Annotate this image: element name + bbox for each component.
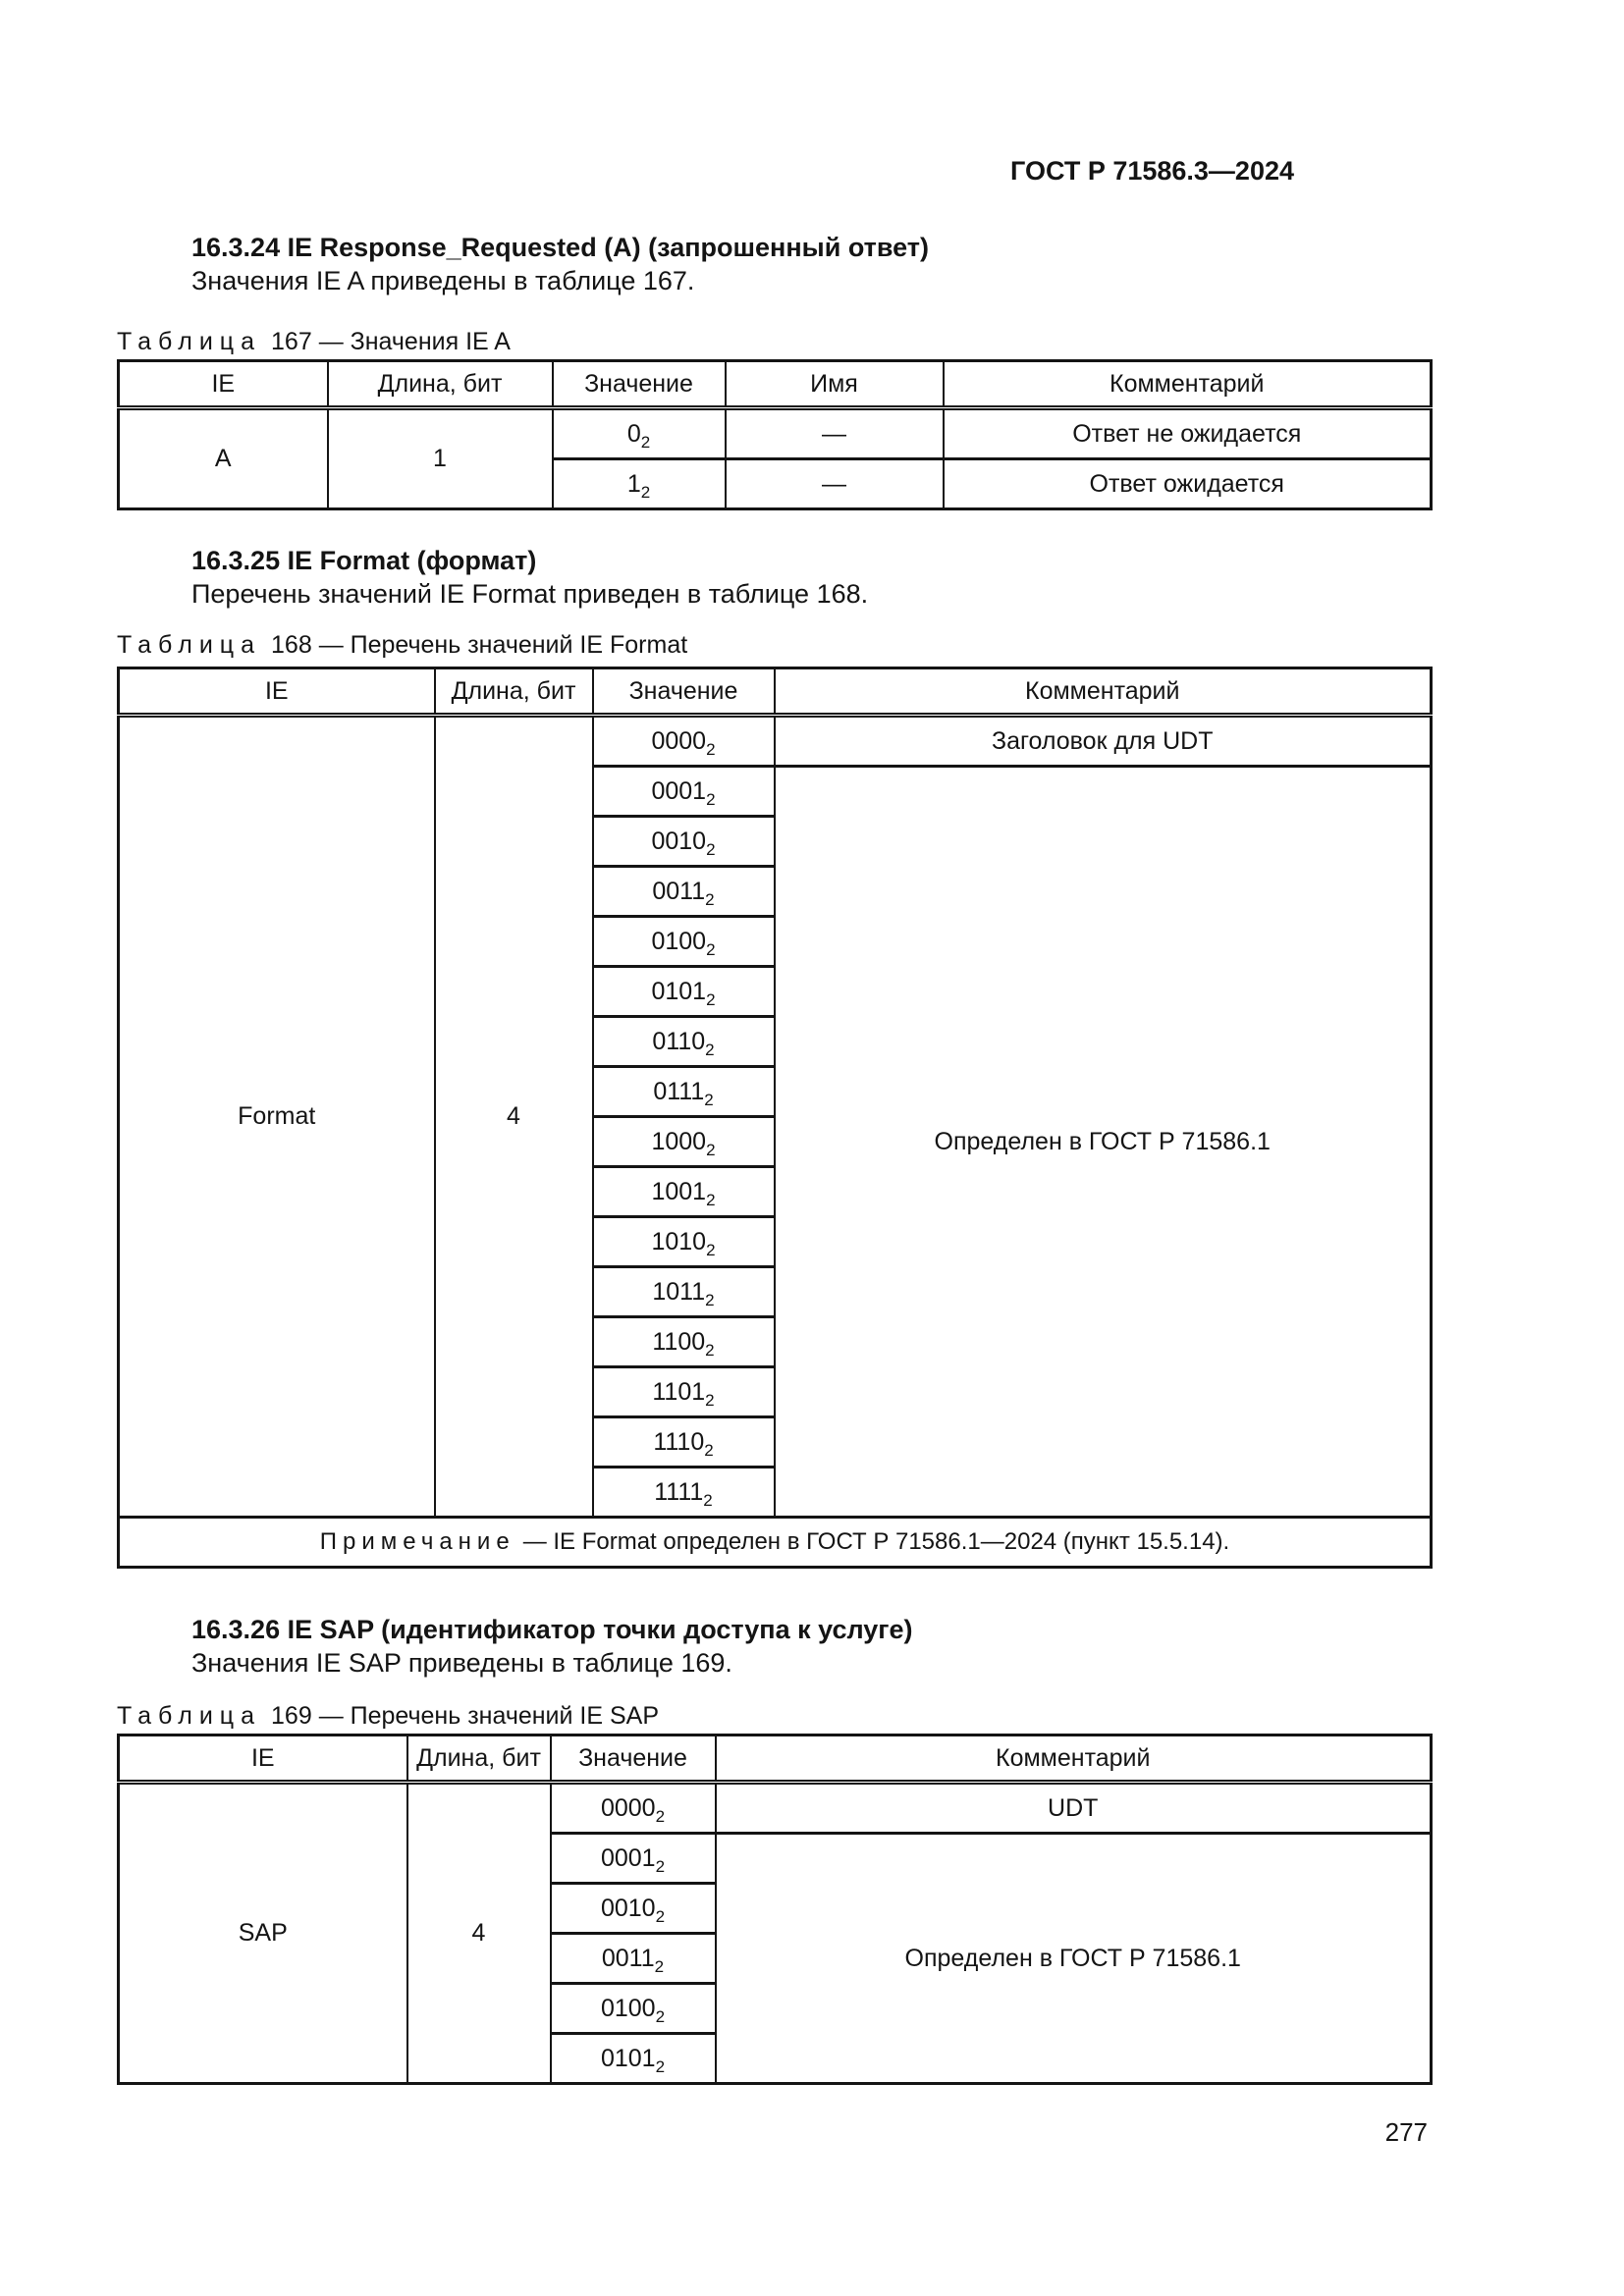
binary-subscript: 2 bbox=[655, 1906, 666, 1926]
value-cell bbox=[593, 1067, 775, 1117]
table-caption-168 bbox=[117, 631, 1430, 659]
binary-subscript: 2 bbox=[655, 1806, 666, 1826]
value-cell bbox=[593, 1117, 775, 1167]
ie-cell: Format bbox=[119, 716, 435, 1518]
column-header-comment: Комментарий bbox=[716, 1735, 1432, 1783]
binary-subscript: 2 bbox=[706, 989, 716, 1009]
column-header-value: Значение bbox=[551, 1735, 716, 1783]
caption-text: 169 — Перечень значений IE SAP bbox=[271, 1702, 660, 1730]
section-heading-16-3-24: 16.3.24 IE Response_Requested (A) (запрошенный ответ) bbox=[191, 233, 929, 262]
binary-subscript: 2 bbox=[655, 2056, 666, 2076]
binary-value: $1001_2$ bbox=[651, 1177, 716, 1209]
binary-value: $1010_2$ bbox=[651, 1227, 716, 1259]
page-number: 277 bbox=[1384, 2117, 1428, 2147]
value-cell bbox=[551, 2034, 716, 2084]
length-cell: 4 bbox=[407, 1783, 551, 2084]
value-cell bbox=[551, 1834, 716, 1884]
binary-subscript: 2 bbox=[706, 1190, 716, 1209]
binary-subscript: 2 bbox=[706, 1140, 716, 1159]
section-heading-16-3-25: 16.3.25 IE Format (формат) bbox=[191, 546, 537, 575]
binary-subscript: 2 bbox=[655, 2006, 666, 2026]
table-header-row bbox=[119, 361, 1432, 408]
binary-subscript: 2 bbox=[706, 739, 716, 759]
binary-value: $1011_2$ bbox=[652, 1277, 715, 1309]
binary-value: $0000_2$ bbox=[651, 726, 716, 759]
comment-cell: Определен в ГОСТ Р 71586.1 bbox=[716, 1834, 1432, 2084]
comment-cell: Заголовок для UDT bbox=[775, 716, 1432, 767]
binary-value: $1110_2$ bbox=[653, 1427, 714, 1460]
value-cell bbox=[593, 917, 775, 967]
value-cell bbox=[593, 1468, 775, 1518]
caption-text: 168 — Перечень значений IE Format bbox=[271, 631, 688, 659]
binary-subscript: 2 bbox=[706, 1240, 716, 1259]
binary-subscript: 2 bbox=[705, 1390, 715, 1410]
column-header-comment: Комментарий bbox=[944, 361, 1432, 408]
column-header-value: Значение bbox=[593, 668, 775, 716]
caption-label: Таблица bbox=[117, 328, 262, 355]
caption-label: Таблица bbox=[117, 1702, 262, 1730]
name-cell: — bbox=[726, 459, 944, 509]
paragraph-16-3-25: Перечень значений IE Format приведен в таблице 168. bbox=[191, 579, 869, 609]
binary-value: $1101_2$ bbox=[652, 1377, 715, 1410]
comment-cell: Ответ не ожидается bbox=[944, 408, 1432, 459]
binary-value: $0110_2$ bbox=[652, 1027, 715, 1059]
caption-label: Таблица bbox=[117, 631, 262, 659]
binary-value: $0101_2$ bbox=[600, 2044, 666, 2076]
binary-subscript: 2 bbox=[640, 432, 651, 452]
binary-value: $1_2$ bbox=[626, 469, 651, 502]
binary-value: $0011_2$ bbox=[652, 877, 715, 909]
note-text: — IE Format определен в ГОСТ Р 71586.1—2024 (пункт 15.5.14). bbox=[522, 1528, 1230, 1555]
binary-value: $0100_2$ bbox=[600, 1994, 666, 2026]
value-cell bbox=[593, 967, 775, 1017]
value-cell bbox=[593, 1417, 775, 1468]
binary-value: $0001_2$ bbox=[651, 776, 716, 809]
binary-value: $1000_2$ bbox=[651, 1127, 716, 1159]
name-cell: — bbox=[726, 408, 944, 459]
binary-subscript: 2 bbox=[703, 1490, 713, 1510]
comment-cell: Определен в ГОСТ Р 71586.1 bbox=[775, 767, 1432, 1518]
column-header-length: Длина, бит bbox=[328, 361, 553, 408]
paragraph-16-3-26: Значения IE SAP приведены в таблице 169. bbox=[191, 1648, 732, 1678]
binary-value: $1111_2$ bbox=[654, 1477, 713, 1510]
value-cell bbox=[551, 1934, 716, 1984]
table-row bbox=[119, 716, 1432, 767]
binary-value: $1100_2$ bbox=[652, 1327, 715, 1360]
binary-value: $0_2$ bbox=[626, 419, 651, 452]
table-header-row bbox=[119, 1735, 1432, 1783]
column-header-comment: Комментарий bbox=[775, 668, 1432, 716]
binary-value: $0000_2$ bbox=[600, 1793, 666, 1826]
binary-subscript: 2 bbox=[704, 1440, 714, 1460]
binary-subscript: 2 bbox=[705, 1290, 715, 1309]
binary-value: $0111_2$ bbox=[653, 1077, 714, 1109]
value-cell bbox=[593, 1317, 775, 1367]
table-167 bbox=[117, 359, 1433, 510]
table-caption-169 bbox=[117, 1702, 1430, 1730]
value-cell bbox=[593, 1217, 775, 1267]
caption-text: 167 — Значения IE A bbox=[271, 328, 511, 355]
ie-cell: А bbox=[119, 408, 328, 509]
column-header-ie: IE bbox=[119, 361, 328, 408]
binary-subscript: 2 bbox=[706, 939, 716, 959]
binary-subscript: 2 bbox=[640, 482, 651, 502]
paragraph-16-3-24: Значения IE A приведены в таблице 167. bbox=[191, 266, 695, 295]
binary-subscript: 2 bbox=[704, 1090, 714, 1109]
value-cell bbox=[553, 459, 726, 509]
table-caption-167 bbox=[117, 328, 1430, 355]
binary-subscript: 2 bbox=[654, 1956, 665, 1976]
column-header-length: Длина, бит bbox=[407, 1735, 551, 1783]
page-content bbox=[117, 155, 1430, 2148]
column-header-ie: IE bbox=[119, 668, 435, 716]
section-heading-16-3-26: 16.3.26 IE SAP (идентификатор точки доступа к услуге) bbox=[191, 1615, 913, 1644]
binary-value: $0011_2$ bbox=[601, 1944, 665, 1976]
binary-value: $0010_2$ bbox=[651, 827, 716, 859]
value-cell bbox=[551, 1984, 716, 2034]
value-cell bbox=[551, 1884, 716, 1934]
binary-subscript: 2 bbox=[705, 1040, 715, 1059]
binary-value: $0101_2$ bbox=[651, 977, 716, 1009]
binary-subscript: 2 bbox=[705, 1340, 715, 1360]
comment-cell: Ответ ожидается bbox=[944, 459, 1432, 509]
value-cell bbox=[593, 1167, 775, 1217]
note-label: Примечание bbox=[319, 1528, 515, 1555]
column-header-length: Длина, бит bbox=[435, 668, 593, 716]
table-168 bbox=[117, 667, 1433, 1569]
table-note bbox=[119, 1518, 1432, 1568]
value-cell bbox=[593, 1017, 775, 1067]
binary-subscript: 2 bbox=[655, 1856, 666, 1876]
length-cell: 4 bbox=[435, 716, 593, 1518]
table-header-row bbox=[119, 668, 1432, 716]
comment-cell: UDT bbox=[716, 1783, 1432, 1834]
value-cell bbox=[593, 817, 775, 867]
binary-subscript: 2 bbox=[705, 889, 715, 909]
column-header-ie: IE bbox=[119, 1735, 407, 1783]
running-head: ГОСТ Р 71586.3—2024 bbox=[1010, 156, 1294, 186]
value-cell bbox=[593, 767, 775, 817]
binary-value: $0100_2$ bbox=[651, 927, 716, 959]
column-header-name: Имя bbox=[726, 361, 944, 408]
column-header-value: Значение bbox=[553, 361, 726, 408]
binary-value: $0010_2$ bbox=[600, 1894, 666, 1926]
binary-subscript: 2 bbox=[706, 839, 716, 859]
value-cell bbox=[593, 1267, 775, 1317]
value-cell bbox=[551, 1783, 716, 1834]
binary-subscript: 2 bbox=[706, 789, 716, 809]
value-cell bbox=[593, 1367, 775, 1417]
value-cell bbox=[593, 716, 775, 767]
value-cell bbox=[593, 867, 775, 917]
table-row bbox=[119, 1783, 1432, 1834]
table-row bbox=[119, 408, 1432, 459]
table-169 bbox=[117, 1734, 1433, 2085]
table-note-row bbox=[119, 1518, 1432, 1568]
ie-cell: SAP bbox=[119, 1783, 407, 2084]
length-cell: 1 bbox=[328, 408, 553, 509]
binary-value: $0001_2$ bbox=[600, 1843, 666, 1876]
value-cell bbox=[553, 408, 726, 459]
